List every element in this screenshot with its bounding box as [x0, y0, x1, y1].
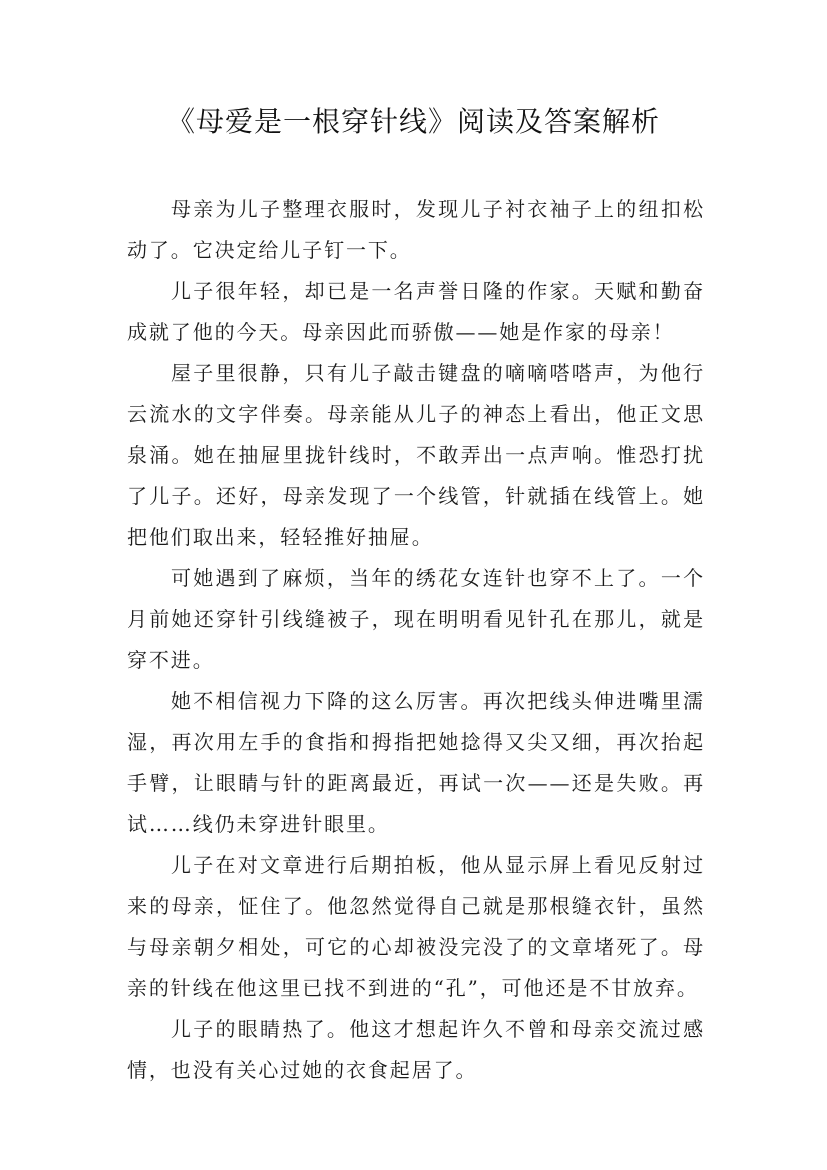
paragraph: 她不相信视力下降的这么厉害。再次把线头伸进嘴里濡湿，再次用左手的食指和拇指把她捻得又尖又细，再次抬起手臂，让眼睛与针的距离最近，再试一次——还是失败。再试……线仍未穿进针眼里。: [127, 689, 705, 836]
paragraph: 儿子在对文章进行后期拍板，他从显示屏上看见反射过来的母亲，怔住了。他忽然觉得自己就是那根缝衣针，虽然与母亲朝夕相处，可它的心却被没完没了的文章堵死了。母亲的针线在他这里已找不到进的“孔”，可他还是不甘放弃。: [127, 853, 705, 1000]
paragraph: 可她遇到了麻烦，当年的绣花女连针也穿不上了。一个月前她还穿针引线缝被子，现在明明看见针孔在那儿，就是穿不进。: [127, 566, 705, 672]
article-body: [127, 189, 705, 1091]
document-title: 《母爱是一根穿针线》阅读及答案解析: [166, 105, 660, 138]
paragraph: 儿子很年轻，却已是一名声誉日隆的作家。天赋和勤奋成就了他的今天。母亲因此而骄傲——她是作家的母亲！: [127, 279, 705, 344]
paragraph: 屋子里很静，只有儿子敲击键盘的嘀嘀嗒嗒声，为他行云流水的文字伴奏。母亲能从儿子的神态上看出，他正文思泉涌。她在抽屉里拢针线时，不敢弄出一点声响。惟恐打扰了儿子。还好，母亲发现了一个线管，针就插在线管上。她把他们取出来，轻轻推好抽屉。: [127, 361, 705, 549]
paragraph: 儿子的眼睛热了。他这才想起许久不曾和母亲交流过感情，也没有关心过她的衣食起居了。: [127, 1017, 705, 1082]
paragraph: 母亲为儿子整理衣服时，发现儿子衬衣袖子上的纽扣松动了。它决定给儿子钉一下。: [127, 197, 705, 262]
